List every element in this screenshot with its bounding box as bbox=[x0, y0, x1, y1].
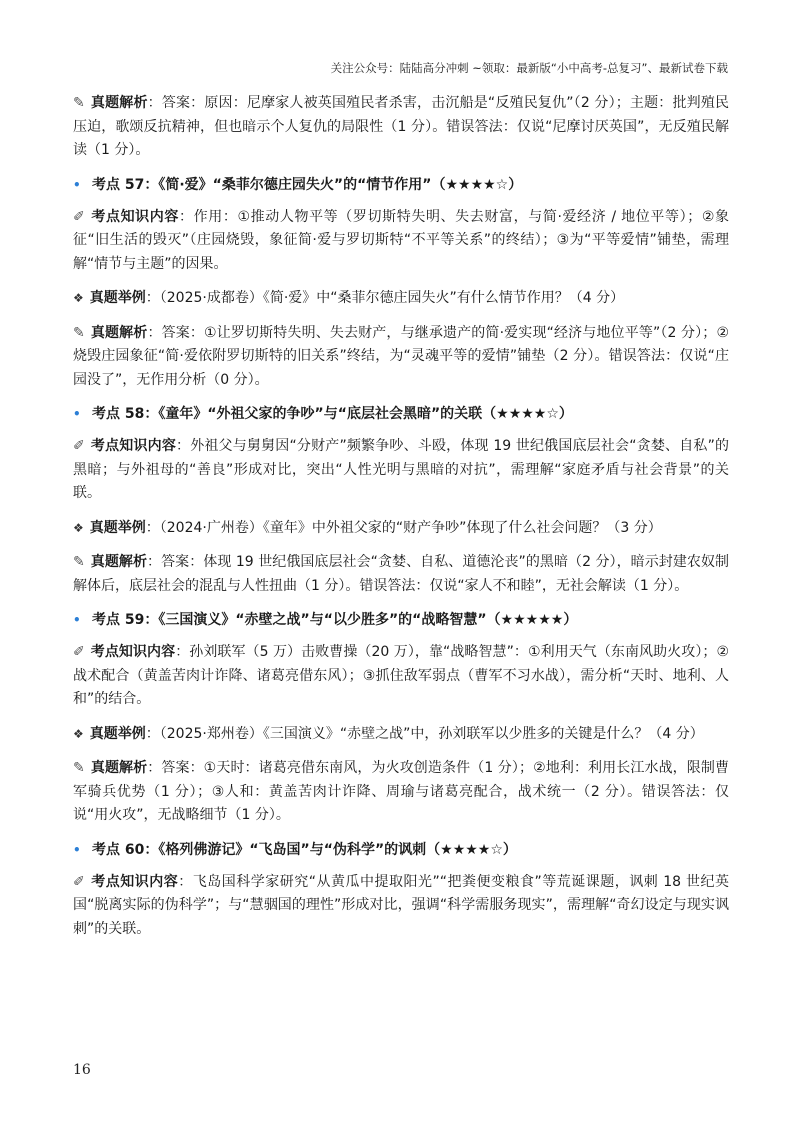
example-text: ：（2025·成都卷）《简·爱》中“桑菲尔德庄园失火”有什么情节作用？（4 分） bbox=[145, 290, 625, 306]
analysis-paragraph bbox=[73, 322, 729, 393]
pencil-icon: ✎ bbox=[73, 324, 85, 341]
knowledge-label: 考点知识内容 bbox=[90, 438, 177, 454]
analysis-paragraph bbox=[73, 551, 729, 598]
knowledge-paragraph bbox=[73, 435, 729, 506]
knowledge-text: ：飞岛国科学家研究“从黄瓜中提取阳光”“把粪便变粮食”等荒诞课题，讽刺 18 世纪英国“脱离实际的伪科学”；与“慧骃国的理性”形成对比，强调“科学需服务现实”，需理解“奇幻设定与现实讽刺”的关联。 bbox=[73, 873, 730, 937]
example-text: ：（2025·郑州卷）《三国演义》“赤壁之战”中，孙刘联军以少胜多的关键是什么？（4 分） bbox=[145, 725, 704, 742]
analysis-paragraph bbox=[73, 757, 729, 828]
analysis-paragraph bbox=[73, 92, 729, 163]
example-label: 真题举例 bbox=[89, 290, 146, 306]
document-body bbox=[73, 92, 729, 952]
heading-text: 考点 59：《三国演义》“赤壁之战”与“以少胜多”的“战略智慧”（★★★★★） bbox=[92, 612, 578, 628]
dot-bullet-icon: • bbox=[73, 407, 81, 421]
dot-bullet-icon: • bbox=[73, 177, 81, 192]
knowledge-label: 考点知识内容 bbox=[90, 644, 176, 660]
kaodian-heading-59 bbox=[73, 609, 729, 632]
pencil-outline-icon: ✐ bbox=[73, 438, 85, 454]
knowledge-paragraph bbox=[73, 641, 729, 712]
diamond-bullet-icon: ❖ bbox=[73, 726, 84, 741]
example-paragraph bbox=[73, 287, 729, 311]
analysis-text: ：答案：①让罗切斯特失明、失去财产，与继承遗产的简·爱实现“经济与地位平等”（2 分）；②烧毁庄园象征“简·爱依附罗切斯特的旧关系”终结，为“灵魂平等的爱情”铺垫（2 分）。错误答法：仅说“庄园没了”，无作用分析（0 分）。 bbox=[73, 324, 729, 388]
pencil-outline-icon: ✐ bbox=[73, 208, 85, 225]
dot-bullet-icon: • bbox=[73, 613, 81, 627]
knowledge-text: ：孙刘联军（5 万）击败曹操（20 万），靠“战略智慧”：①利用天气（东南风助火攻）；②战术配合（黄盖苦肉计诈降、诸葛亮借东风）；③抓住敌军弱点（曹军不习水战），需分析“天时、地利、人和”的结合。 bbox=[73, 644, 729, 707]
knowledge-label: 考点知识内容 bbox=[90, 208, 180, 225]
knowledge-paragraph bbox=[73, 871, 729, 942]
kaodian-heading-60 bbox=[73, 839, 729, 862]
analysis-text: ：答案：①天时：诸葛亮借东南风，为火攻创造条件（1 分）；②地利：利用长江水战，限制曹军骑兵优势（1 分）；③人和：黄盖苦肉计诈降、周瑜与诸葛亮配合，战术统一（2 分）。错误答法：仅说“用火攻”，无战略细节（1 分）。 bbox=[73, 760, 729, 823]
pencil-outline-icon: ✐ bbox=[73, 644, 85, 660]
example-paragraph bbox=[73, 723, 729, 747]
kaodian-heading-58 bbox=[73, 403, 729, 426]
heading-text: 考点 57：《简·爱》“桑菲尔德庄园失火”的“情节作用”（★★★★☆） bbox=[92, 176, 523, 193]
example-label: 真题举例 bbox=[89, 519, 146, 536]
analysis-label: 真题解析 bbox=[90, 95, 148, 111]
page-number: 16 bbox=[73, 1062, 91, 1078]
example-label: 真题举例 bbox=[89, 725, 146, 742]
analysis-label: 真题解析 bbox=[90, 324, 148, 341]
analysis-label: 真题解析 bbox=[90, 760, 148, 776]
diamond-bullet-icon: ❖ bbox=[73, 520, 84, 535]
knowledge-text: ：外祖父与舅舅因“分财产”频繁争吵、斗殴，体现 19 世纪俄国底层社会“贪婪、自私”的黑暗；与外祖母的“善良”形成对比，突出“人性光明与黑暗的对抗”，需理解“家庭矛盾与社会背景”的关联。 bbox=[73, 438, 730, 501]
page-header: 关注公众号：陆陆高分冲刺 ~领取：最新版“小中高考-总复习”、最新试卷下载 bbox=[330, 61, 728, 75]
analysis-label: 真题解析 bbox=[90, 554, 148, 570]
analysis-text: ：答案：原因：尼摩家人被英国殖民者杀害，击沉船是“反殖民复仇”（2 分）；主题：批判殖民压迫，歌颂反抗精神，但也暗示个人复仇的局限性（1 分）。错误答法：仅说“尼摩讨厌英国”，无反殖民解读（1 分）。 bbox=[73, 95, 729, 158]
knowledge-label: 考点知识内容 bbox=[90, 873, 179, 890]
analysis-text: ：答案：体现 19 世纪俄国底层社会“贪婪、自私、道德沦丧”的黑暗（2 分），暗示封建农奴制解体后，底层社会的混乱与人性扭曲（1 分）。错误答法：仅说“家人不和睦”，无社会解读（1 分）。 bbox=[73, 554, 730, 594]
knowledge-text: ：作用：①推动人物平等（罗切斯特失明、失去财富，与简·爱经济 / 地位平等）；②象征“旧生活的毁灭”（庄园烧毁，象征简·爱与罗切斯特“不平等关系”的终结）；③为“平等爱情”铺垫，需理解“情节与主题”的因果。 bbox=[73, 208, 730, 272]
example-paragraph bbox=[73, 517, 729, 541]
pencil-icon: ✎ bbox=[73, 760, 85, 776]
dot-bullet-icon: • bbox=[73, 842, 81, 857]
pencil-icon: ✎ bbox=[73, 95, 85, 111]
example-text: ：（2024·广州卷）《童年》中外祖父家的“财产争吵”体现了什么社会问题？（3 分） bbox=[145, 519, 662, 536]
pencil-outline-icon: ✐ bbox=[73, 873, 85, 890]
heading-text: 考点 60：《格列佛游记》“飞岛国”与“伪科学”的讽刺（★★★★☆） bbox=[92, 841, 517, 858]
kaodian-heading-57 bbox=[73, 174, 729, 197]
pencil-icon: ✎ bbox=[73, 554, 85, 570]
knowledge-paragraph bbox=[73, 206, 729, 277]
heading-text: 考点 58：《童年》“外祖父家的争吵”与“底层社会黑暗”的关联（★★★★☆） bbox=[92, 406, 573, 422]
diamond-bullet-icon: ❖ bbox=[73, 291, 84, 305]
